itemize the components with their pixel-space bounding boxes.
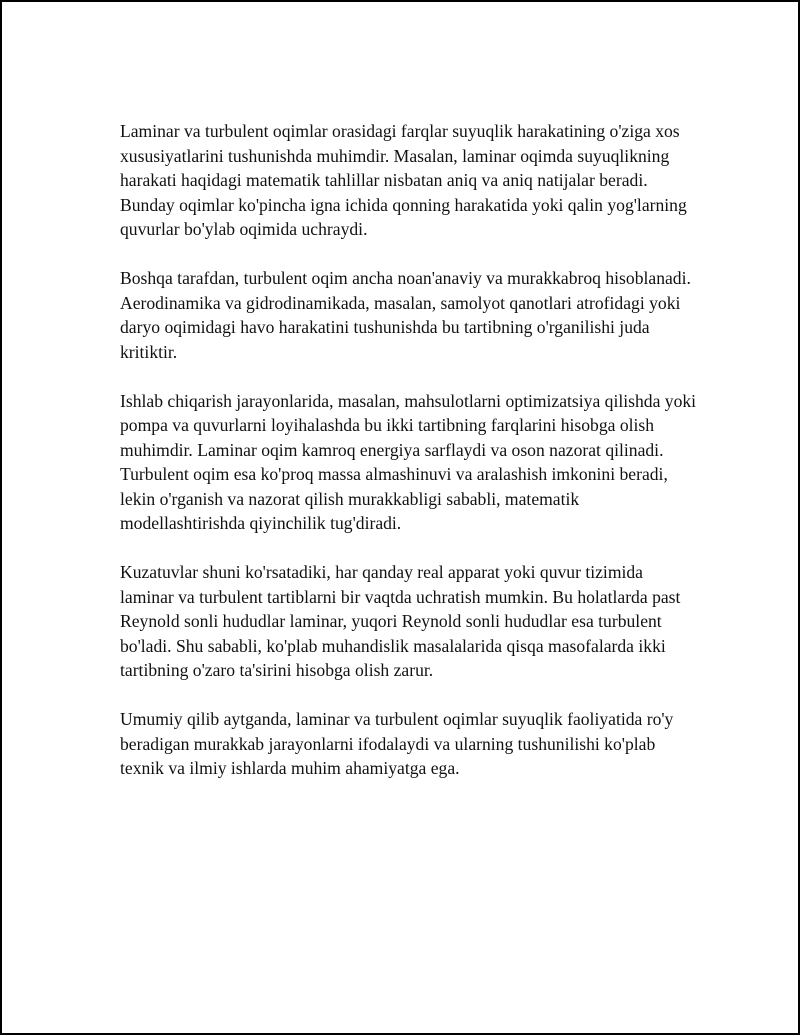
- document-body: [120, 119, 700, 805]
- paragraph-3: Ishlab chiqarish jarayonlarida, masalan, mahsulotlarni optimizatsiya qilishda yoki pompa va quvurlarni loyihalashda bu ikki tartibning farqlarini hisobga olish muhimdir. Laminar oqim kamroq energiya sarflaydi va oson nazorat qilinadi. Turbulent oqim esa ko'proq massa almashinuvi va aralashish imkonini beradi, lekin o'rganish va nazorat qilish murakkabligi sababli, matematik modellashtirishda qiyinchilik tug'diradi.: [120, 390, 697, 533]
- paragraph-2: Boshqa tarafdan, turbulent oqim ancha noan'anaviy va murakkabroq hisoblanadi. Aerodinamika va gidrodinamikada, masalan, samolyot qanotlari atrofidagi yoki daryo oqimidagi havo harakatini tushunishda bu tartibning o'rganilishi juda kritiktir.: [120, 268, 691, 362]
- paragraph-1: Laminar va turbulent oqimlar orasidagi farqlar suyuqlik harakatining o'ziga xos xususiyatlarini tushunishda muhimdir. Masalan, laminar oqimda suyuqlikning harakati haqidagi matematik tahlillar nisbatan aniq va aniq natijalar beradi. Bunday oqimlar ko'pincha igna ichida qonning harakatida yoki qalin yog'larning quvurlar bo'ylab oqimida uchraydi.: [120, 121, 687, 239]
- paragraph-5: Umumiy qilib aytganda, laminar va turbulent oqimlar suyuqlik faoliyatida ro'y beradigan murakkab jarayonlarni ifodalaydi va ularning tushunilishi ko'plab texnik va ilmiy ishlarda muhim ahamiyatga ega.: [120, 709, 674, 778]
- paragraph-4: Kuzatuvlar shuni ko'rsatadiki, har qanday real apparat yoki quvur tizimida laminar va turbulent tartiblarni bir vaqtda uchratish mumkin. Bu holatlarda past Reynold sonli hududlar laminar, yuqori Reynold sonli hududlar esa turbulent bo'ladi. Shu sababli, ko'plab muhandislik masalalarida qisqa masofalarda ikki tartibning o'zaro ta'sirini hisobga olish zarur.: [120, 562, 681, 680]
